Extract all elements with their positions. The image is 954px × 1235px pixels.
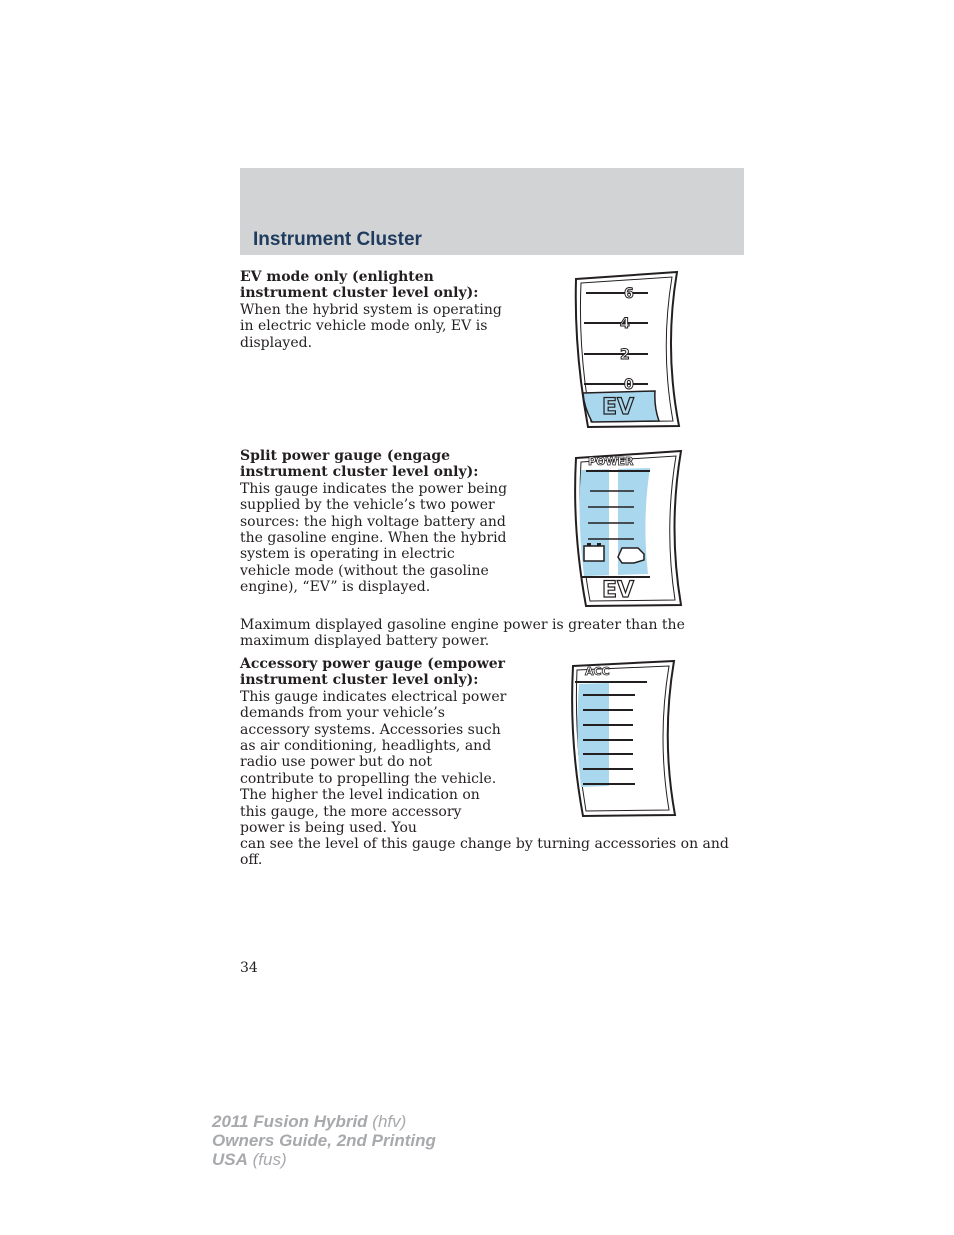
- accessory-body-continued: can see the level of this gauge change by turning accessories on and off.: [240, 836, 729, 869]
- accessory-gauge-figure: [569, 660, 679, 818]
- section-header-band: [240, 168, 744, 255]
- power-title: POWER: [588, 455, 634, 468]
- tick-label: 2: [620, 347, 630, 363]
- tick-label: 4: [620, 316, 630, 332]
- footer-market: USA: [212, 1150, 248, 1169]
- tick-label: 0: [624, 377, 634, 393]
- footer-model: 2011 Fusion Hybrid: [212, 1112, 368, 1131]
- split-power-body: This gauge indicates the power being supplied by the vehicle’s two power sources: the high voltage battery and the gasoline engine. When the hybrid system is operating in electric vehicle mode (without the gasoline engine), “EV” is displayed.: [240, 480, 508, 596]
- battery-icon: [584, 543, 604, 561]
- accessory-text: [240, 656, 508, 836]
- ev-mode-label: EV: [602, 395, 635, 420]
- acc-title: ACC: [585, 665, 610, 678]
- ev-mode-label: EV: [602, 578, 635, 603]
- ev-mode-heading: EV mode only (enlighten instrument cluster level only):: [240, 269, 479, 302]
- engine-icon: [618, 548, 644, 563]
- page-number: 34: [240, 960, 258, 976]
- split-power-text: [240, 448, 508, 596]
- split-power-note: Maximum displayed gasoline engine power is greater than the maximum displayed battery power.: [240, 617, 685, 650]
- section-title: Instrument Cluster: [253, 229, 422, 250]
- tick-label: 6: [624, 286, 634, 302]
- ev-mode-text: [240, 269, 508, 351]
- accessory-body: This gauge indicates electrical power demands from your vehicle’s accessory systems. Accessories such as air conditioning, headlights, and radio use power but do not contribute to propelling the vehicle. The higher the level indication on this gauge, the more accessory power is being used. You: [240, 688, 507, 837]
- accessory-heading: Accessory power gauge (empower instrument cluster level only):: [240, 656, 506, 689]
- ev-gauge-figure: [572, 271, 684, 429]
- footer-market-code: (fus): [247, 1150, 287, 1169]
- ev-mode-body: When the hybrid system is operating in electric vehicle mode only, EV is displayed.: [240, 301, 502, 351]
- split-power-heading: Split power gauge (engage instrument cluster level only):: [240, 448, 479, 481]
- footer: [212, 1112, 436, 1169]
- footer-guide: Owners Guide, 2nd Printing: [212, 1131, 436, 1150]
- split-power-gauge-figure: [572, 450, 684, 608]
- footer-model-code: (hfv): [367, 1112, 407, 1131]
